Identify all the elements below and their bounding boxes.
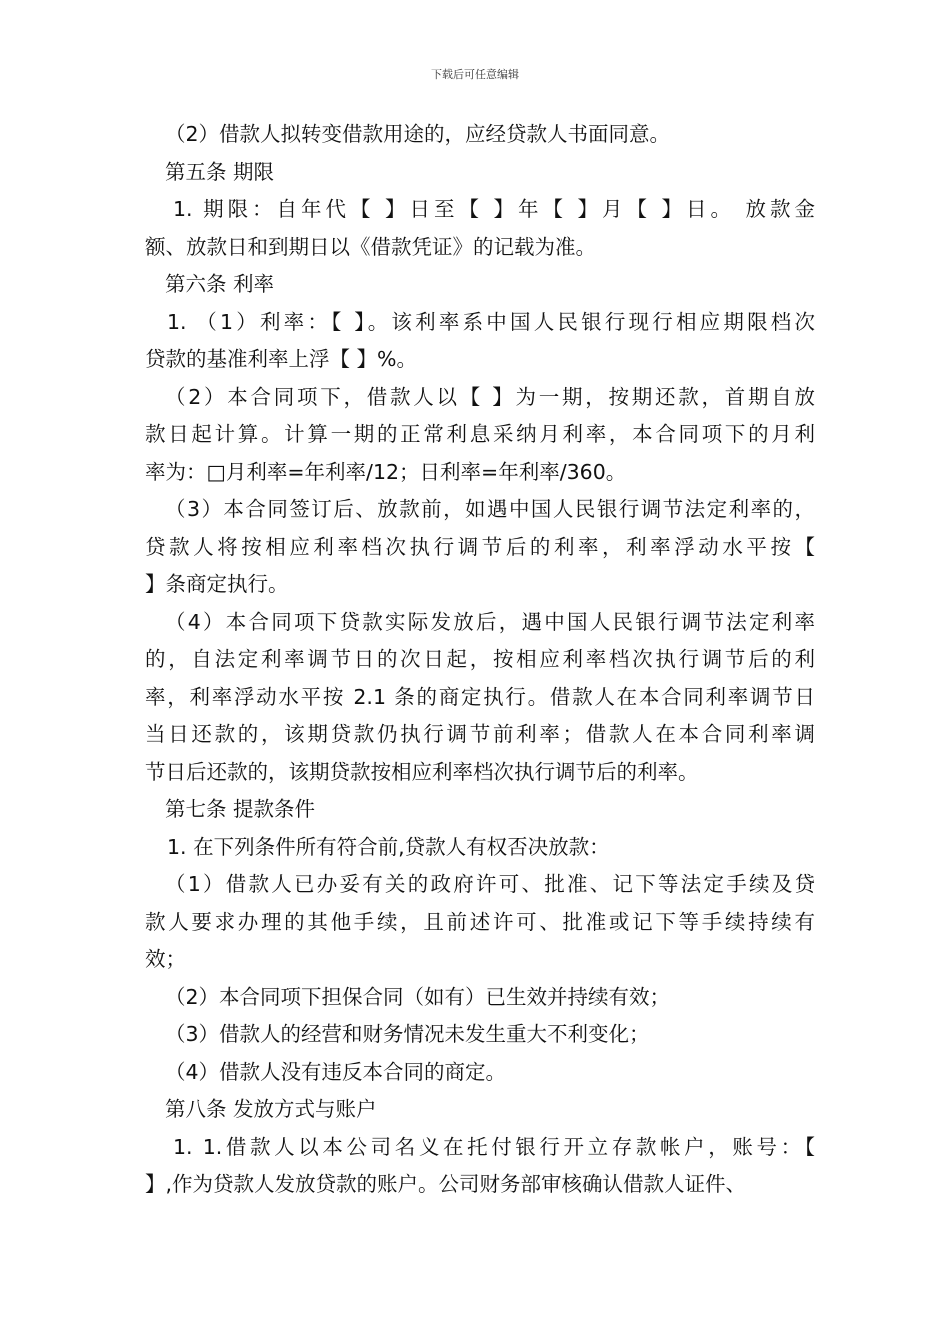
section-heading: 第六条 利率: [165, 272, 275, 296]
paragraph-line: （3）本合同签订后、放款前，如遇中国人民银行调节法定利率的，: [165, 497, 815, 521]
paragraph-line: （2）本合同项下，借款人以【 】为一期，按期还款，首期自放: [165, 384, 815, 409]
paragraph-line: （3）借款人的经营和财务情况未发生重大不利变化；: [165, 1022, 650, 1046]
paragraph-line: （4）借款人没有违反本合同的商定。: [165, 1059, 507, 1084]
document-body: [145, 116, 815, 1204]
page-header: 下载后可任意编辑: [431, 68, 519, 81]
paragraph-line: 】条商定执行。: [145, 572, 289, 596]
paragraph-line: 节日后还款的，该期贷款按相应利率档次执行调节后的利率。: [145, 759, 699, 784]
paragraph-line: 】,作为贷款人发放贷款的账户。公司财务部审核确认借款人证件、: [145, 1172, 747, 1196]
paragraph-line: 款人要求办理的其他手续，且前述许可、批准或记下等手续持续有: [145, 909, 815, 934]
paragraph-line: 当日还款的，该期贷款仍执行调节前利率；借款人在本合同利率调: [145, 722, 815, 746]
paragraph-line: 率，利率浮动水平按 2.1 条的商定执行。借款人在本合同利率调节日: [145, 684, 815, 709]
paragraph-line: 率为：□月利率=年利率/12；日利率=年利率/360。: [145, 459, 627, 484]
paragraph-line: （2）借款人拟转变借款用途的，应经贷款人书面同意。: [165, 122, 671, 146]
paragraph-line: 1. 在下列条件所有符合前,贷款人有权否决放款：: [167, 834, 610, 859]
paragraph-line: 额、放款日和到期日以《借款凭证》的记载为准。: [145, 234, 596, 259]
paragraph-line: 1. 1.借款人以本公司名义在托付银行开立存款帐户，账号：【: [173, 1134, 815, 1159]
paragraph-line: 效；: [145, 947, 186, 971]
section-heading: 第七条 提款条件: [165, 797, 316, 821]
paragraph-line: 贷款的基准利率上浮【 】%。: [145, 347, 417, 371]
paragraph-line: 款日起计算。计算一期的正常利息采纳月利率，本合同项下的月利: [145, 422, 815, 446]
paragraph-line: （4）本合同项下贷款实际发放后，遇中国人民银行调节法定利率: [165, 609, 815, 634]
paragraph-line: （2）本合同项下担保合同（如有）已生效并持续有效；: [165, 984, 671, 1009]
paragraph-line: 1. 期限：自年代【 】日至【 】年【 】月【 】日。 放款金: [173, 197, 815, 221]
paragraph-line: 1. （1）利率：【 】。该利率系中国人民银行现行相应期限档次: [167, 309, 815, 334]
paragraph-line: 贷款人将按相应利率档次执行调节后的利率，利率浮动水平按【: [145, 534, 815, 559]
paragraph-line: （1）借款人已办妥有关的政府许可、批准、记下等法定手续及贷: [165, 872, 815, 896]
section-heading: 第五条 期限: [165, 159, 275, 184]
paragraph-line: 的，自法定利率调节日的次日起，按相应利率档次执行调节后的利: [145, 647, 815, 671]
section-heading: 第八条 发放方式与账户: [165, 1097, 377, 1121]
